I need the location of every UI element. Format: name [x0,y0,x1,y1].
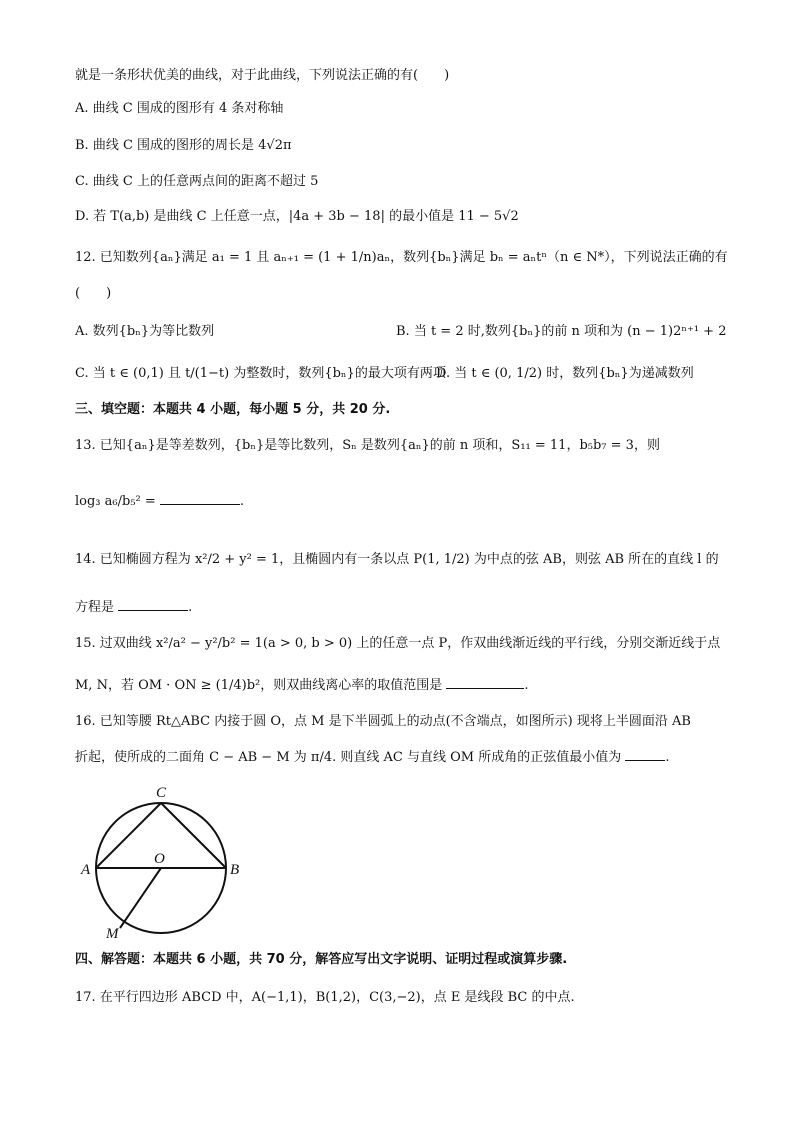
point-label-c: C [156,785,167,801]
point-label-b: B [230,862,240,878]
q16-question: 折起，使所成的二面角 C − AB − M 为 π/4. 则直线 AC 与直线 OM 所成角的正弦值最小值为 . [75,750,670,765]
q13-stem: 13. 已知{aₙ}是等差数列，{bₙ}是等比数列，Sₙ 是数列{aₙ}的前 n 项和，S₁₁ = 11，b₅b₇ = 3，则 [75,438,660,453]
point-label-a: A [81,862,91,878]
q14-answer-line: 方程是 . [75,600,193,615]
q11-option-c: C. 曲线 C 上的任意两点间的距离不超过 5 [75,174,319,189]
q15-stem: 15. 过双曲线 x²/a² − y²/b² = 1(a > 0, b > 0) 上的任意一点 P，作双曲线渐近线的平行线，分别交渐近线于点 [75,636,721,651]
q13-expression: log₃ a₆/b₅² = . [75,494,245,509]
q13-expression-text: log₃ a₆/b₅² = [75,494,156,509]
q12-answer-paren: ( ) [75,286,112,301]
q17-stem: 17. 在平行四边形 ABCD 中，A(−1,1)，B(1,2)，C(3,−2)，点 E 是线段 BC 的中点. [75,990,575,1005]
q12-stem: 12. 已知数列{aₙ}满足 a₁ = 1 且 aₙ₊₁ = (1 + 1/n)aₙ，数列{bₙ}满足 bₙ = aₙtⁿ（n ∈ N*），下列说法正确的有 [75,250,728,265]
q16-stem: 16. 已知等腰 Rt△ABC 内接于圆 O，点 M 是下半圆弧上的动点(不含端点，如图所示) 现将上半圆面沿 AB [75,714,691,729]
q15-condition: M, N，若 OM · ON ≥ (1/4)b²，则双曲线离心率的取值范围是 . [75,678,529,693]
q12-option-d: D. 当 t ∈ (0, 1/2) 时，数列{bₙ}为递减数列 [436,366,694,381]
q12-option-a: A. 数列{bₙ}为等比数列 [75,324,215,339]
q16-circle-figure [76,780,256,942]
q11-option-d: D. 若 T(a,b) 是曲线 C 上任意一点，|4a + 3b − 18| 的最小值是 11 − 5√2 [75,209,519,224]
q11-option-a: A. 曲线 C 围成的图形有 4 条对称轴 [75,101,284,116]
q14-answer-prompt: 方程是 [75,600,115,615]
section-4-heading: 四、解答题：本题共 6 小题，共 70 分，解答应写出文字说明、证明过程或演算步骤. [75,952,568,967]
q16-question-text: 折起，使所成的二面角 C − AB − M 为 π/4. 则直线 AC 与直线 OM 所成角的正弦值最小值为 [75,750,622,765]
point-label-m: M [106,926,119,942]
section-3-heading: 三、填空题：本题共 4 小题，每小题 5 分，共 20 分. [75,402,391,417]
q14-answer-blank [118,598,188,611]
q11-option-b: B. 曲线 C 围成的图形的周长是 4√2π [75,138,292,153]
q12-option-c: C. 当 t ∈ (0,1) 且 t/(1−t) 为整数时，数列{bₙ}的最大项有两项 [75,366,446,381]
q12-option-b: B. 当 t = 2 时,数列{bₙ}的前 n 项和为 (n − 1)2ⁿ⁺¹ + 2 [396,324,727,339]
q15-condition-text: M, N，若 OM · ON ≥ (1/4)b²，则双曲线离心率的取值范围是 [75,678,443,693]
q15-answer-blank [446,676,524,689]
q11-stem-tail: 就是一条形状优美的曲线，对于此曲线，下列说法正确的有( ) [75,68,450,83]
q16-answer-blank [625,748,665,761]
q14-stem: 14. 已知椭圆方程为 x²/2 + y² = 1，且椭圆内有一条以点 P(1, 1/2) 为中点的弦 AB，则弦 AB 所在的直线 l 的 [75,552,719,567]
segment-om [120,868,161,928]
point-label-o: O [154,851,165,867]
q13-answer-blank [160,492,240,505]
